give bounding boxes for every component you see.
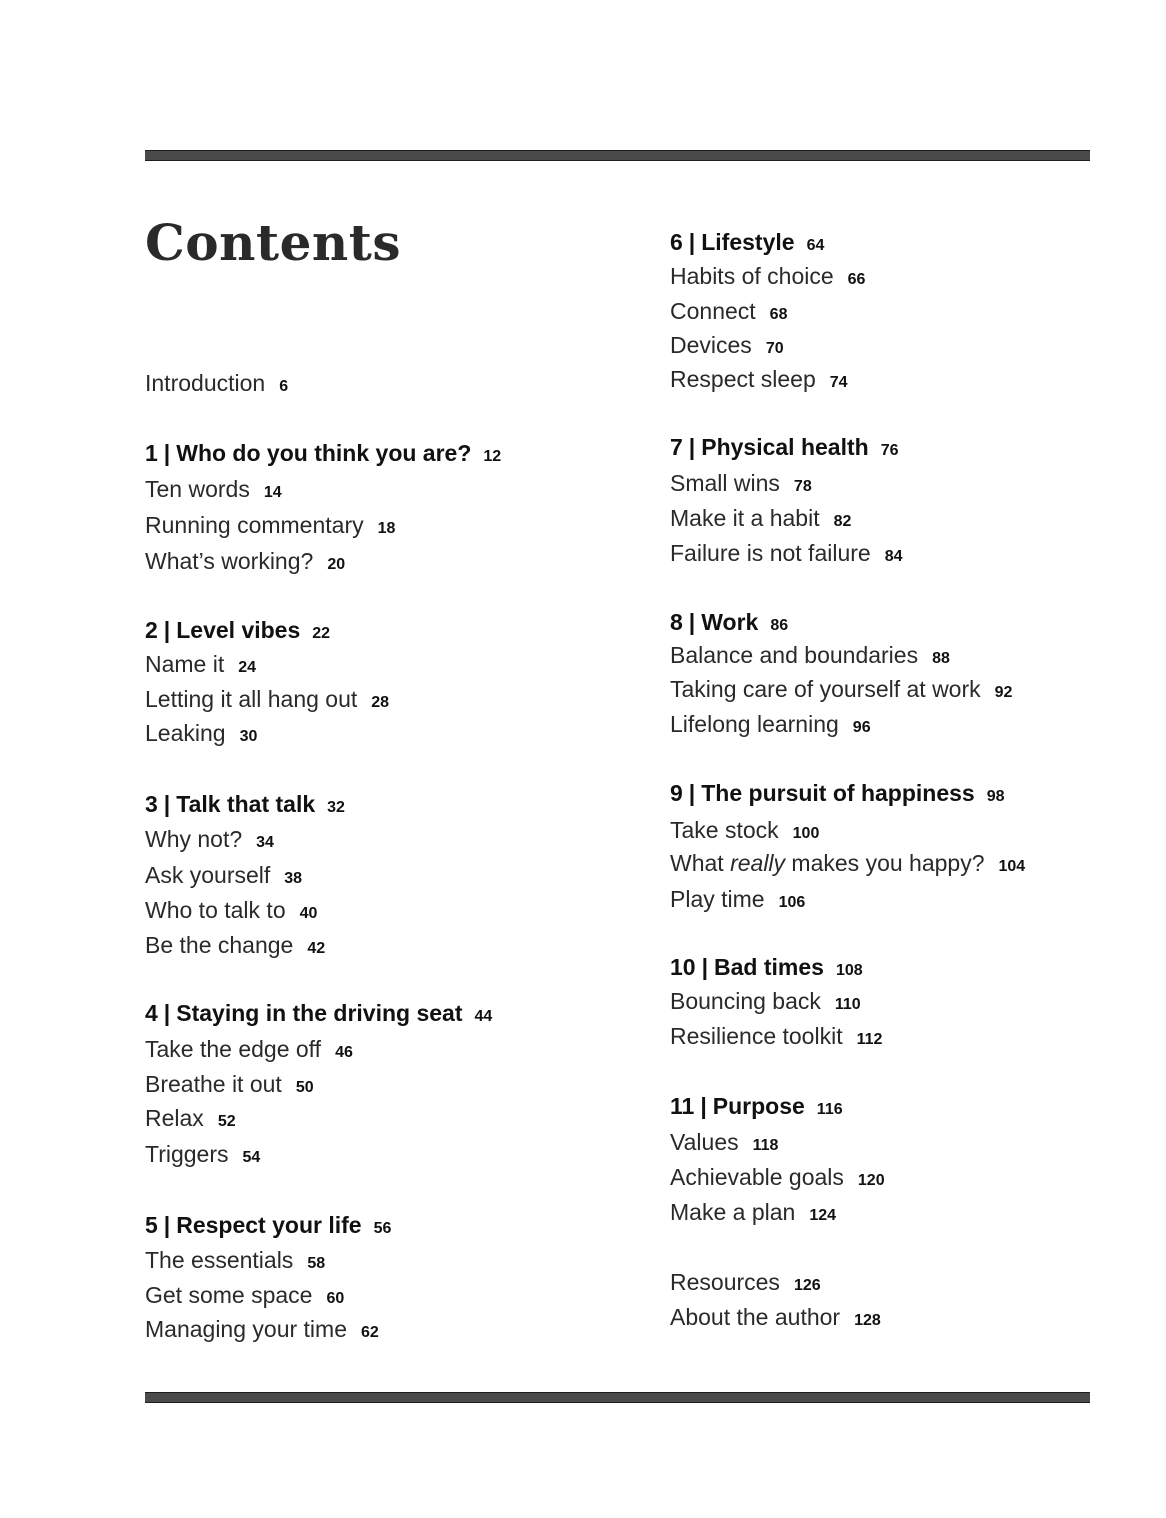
chapter-heading [145, 619, 330, 642]
chapter-heading [670, 956, 863, 979]
entry-label-post: makes you happy? [785, 850, 985, 876]
chapter-heading [670, 782, 1005, 805]
toc-entry [670, 644, 950, 667]
toc-entry [670, 265, 865, 288]
entry-label: Why not? [145, 826, 243, 852]
chapter-title: Who do you think you are? [176, 440, 472, 466]
toc-entry [670, 300, 787, 323]
entry-label: Ten words [145, 476, 250, 502]
page-number: 86 [770, 617, 789, 634]
page-number: 60 [326, 1290, 345, 1307]
chapter-heading [670, 1095, 843, 1118]
chapter-title: Bad times [714, 954, 824, 980]
page-title: Contents [145, 213, 402, 272]
toc-entry [145, 1107, 236, 1130]
entry-label-emphasis: really [730, 850, 786, 876]
toc-entry [670, 472, 812, 495]
page-number: 70 [765, 340, 784, 357]
toc-entry [670, 678, 1012, 701]
entry-label: Be the change [145, 932, 294, 958]
entry-label: Values [670, 1129, 739, 1155]
toc-entry [670, 1131, 778, 1154]
toc-entry [670, 1201, 836, 1224]
chapter-title: Lifestyle [701, 229, 795, 255]
entry-label: Letting it all hang out [145, 686, 358, 712]
toc-entry [670, 888, 805, 911]
toc-entry [670, 713, 871, 736]
page-number: 78 [793, 478, 812, 495]
toc-entry [145, 1318, 379, 1341]
page-number: 82 [833, 513, 852, 530]
entry-label: Leaking [145, 720, 226, 746]
page-number: 98 [986, 788, 1005, 805]
entry-label: What’s working? [145, 548, 314, 574]
toc-entry [145, 653, 256, 676]
separator: | [688, 780, 696, 806]
toc-entry [670, 1025, 882, 1048]
page-number: 18 [377, 520, 396, 537]
chapter-number: 3 [145, 791, 158, 817]
toc-entry [145, 514, 395, 537]
toc-entry [145, 934, 325, 957]
chapter-heading [145, 1002, 492, 1025]
toc-entry [145, 722, 257, 745]
page-number: 106 [778, 894, 806, 911]
toc-entry-about-author [670, 1306, 881, 1329]
chapter-title: Level vibes [176, 617, 301, 643]
chapter-title: Talk that talk [176, 791, 316, 817]
chapter-number: 4 [145, 1000, 158, 1026]
toc-entry [670, 852, 1025, 875]
entry-label: Resilience toolkit [670, 1023, 843, 1049]
page-number: 54 [242, 1149, 261, 1166]
page-number: 56 [373, 1220, 392, 1237]
page-number: 96 [852, 719, 871, 736]
entry-label: Running commentary [145, 512, 364, 538]
entry-label: Triggers [145, 1141, 229, 1167]
page-number: 88 [932, 650, 950, 667]
page-number: 124 [809, 1207, 837, 1224]
entry-label: Achievable goals [670, 1164, 844, 1190]
chapter-number: 7 [670, 434, 683, 460]
toc-entry [670, 334, 784, 357]
chapter-heading [670, 436, 899, 459]
toc-entry [670, 990, 861, 1013]
page-number: 120 [857, 1172, 885, 1189]
page-number: 62 [361, 1324, 379, 1341]
entry-label: Managing your time [145, 1316, 347, 1342]
chapter-heading [145, 793, 345, 816]
page-number: 52 [217, 1113, 236, 1130]
entry-label: Breathe it out [145, 1071, 282, 1097]
chapter-number: 8 [670, 609, 683, 635]
chapter-heading [145, 1214, 391, 1237]
toc-entry [670, 368, 848, 391]
entry-label: Connect [670, 298, 756, 324]
entry-label-pre: What [670, 850, 731, 876]
separator: | [688, 609, 696, 635]
page-number: 68 [769, 306, 788, 323]
toc-entry [145, 478, 282, 501]
chapter-title: Respect your life [176, 1212, 362, 1238]
chapter-title: Work [701, 609, 759, 635]
entry-label: Respect sleep [670, 366, 816, 392]
toc-entry [145, 1073, 314, 1096]
toc-entry [145, 1038, 353, 1061]
page-number: 58 [307, 1255, 326, 1272]
page-number: 112 [856, 1031, 883, 1048]
entry-label: Relax [145, 1105, 204, 1131]
page-number: 92 [994, 684, 1013, 701]
page-number: 12 [483, 448, 502, 465]
toc-entry [145, 372, 288, 395]
toc-entry [145, 864, 302, 887]
page-number: 32 [327, 799, 345, 816]
toc-entry-resources [670, 1271, 821, 1294]
entry-label: Introduction [145, 370, 266, 396]
toc-entry [145, 550, 345, 573]
page-number: 14 [263, 484, 282, 501]
chapter-title: The pursuit of happiness [701, 780, 975, 806]
chapter-number: 9 [670, 780, 683, 806]
separator: | [163, 1000, 171, 1026]
chapter-title: Physical health [701, 434, 869, 460]
page-number: 100 [792, 825, 820, 842]
separator: | [700, 1093, 707, 1119]
page-number: 34 [256, 834, 274, 851]
entry-label: Lifelong learning [670, 711, 839, 737]
entry-label: Ask yourself [145, 862, 271, 888]
chapter-number: 10 [670, 954, 696, 980]
entry-label: Name it [145, 651, 225, 677]
toc-entry [670, 819, 819, 842]
separator: | [163, 440, 171, 466]
entry-label: Bouncing back [670, 988, 821, 1014]
entry-label: Habits of choice [670, 263, 834, 289]
toc-entry [145, 688, 389, 711]
toc-entry [670, 507, 851, 530]
chapter-number: 5 [145, 1212, 158, 1238]
separator: | [688, 229, 696, 255]
page-number: 84 [884, 548, 903, 565]
entry-label: Failure is not failure [670, 540, 871, 566]
chapter-heading [670, 231, 824, 254]
page-number: 42 [307, 940, 326, 957]
page-number: 30 [239, 728, 258, 745]
page-number: 126 [793, 1277, 821, 1294]
entry-label: Balance and boundaries [670, 642, 919, 668]
page-number: 44 [474, 1008, 493, 1025]
entry-label: The essentials [145, 1247, 294, 1273]
separator: | [688, 434, 696, 460]
page-number: 22 [312, 625, 331, 642]
entry-label: Taking care of yourself at work [670, 676, 981, 702]
separator: | [163, 1212, 171, 1238]
page-number: 118 [752, 1137, 779, 1154]
chapter-heading [145, 442, 501, 465]
page-number: 110 [834, 996, 861, 1013]
page-number: 28 [371, 694, 390, 711]
entry-label: Take the edge off [145, 1036, 322, 1062]
toc-entry [145, 1249, 325, 1272]
chapter-number: 11 [670, 1093, 695, 1119]
page-number: 20 [327, 556, 346, 573]
toc-entry [670, 1166, 885, 1189]
page-number: 46 [335, 1044, 353, 1061]
page-number: 38 [284, 870, 303, 887]
entry-label: Small wins [670, 470, 780, 496]
entry-label: Make a plan [670, 1199, 796, 1225]
page-number: 40 [299, 905, 318, 922]
separator: | [701, 954, 709, 980]
entry-label: Make it a habit [670, 505, 820, 531]
bottom-rule [145, 1392, 1090, 1403]
page-number: 74 [829, 374, 848, 391]
entry-label: Resources [670, 1269, 780, 1295]
toc-entry [145, 1143, 260, 1166]
separator: | [163, 791, 171, 817]
toc-entry [670, 542, 903, 565]
page-number: 24 [238, 659, 257, 676]
chapter-number: 1 [145, 440, 158, 466]
entry-label: About the author [670, 1304, 841, 1330]
separator: | [163, 617, 171, 643]
page-number: 66 [847, 271, 866, 288]
page-number: 64 [806, 237, 825, 254]
entry-label: Get some space [145, 1282, 313, 1308]
page-number: 76 [880, 442, 899, 459]
entry-label: Devices [670, 332, 752, 358]
chapter-title: Staying in the driving seat [176, 1000, 463, 1026]
chapter-number: 2 [145, 617, 158, 643]
page-number: 50 [295, 1079, 314, 1096]
page-number: 128 [854, 1312, 881, 1329]
chapter-number: 6 [670, 229, 683, 255]
page-number: 6 [279, 378, 289, 395]
toc-entry [145, 899, 317, 922]
page-number: 104 [998, 858, 1026, 875]
page-number: 116 [816, 1101, 843, 1118]
top-rule [145, 150, 1090, 161]
toc-entry [145, 828, 274, 851]
entry-label: Take stock [670, 817, 779, 843]
page-number: 108 [835, 962, 863, 979]
entry-label: Who to talk to [145, 897, 286, 923]
chapter-title: Purpose [712, 1093, 805, 1119]
toc-entry [145, 1284, 344, 1307]
entry-label: Play time [670, 886, 765, 912]
chapter-heading [670, 611, 788, 634]
